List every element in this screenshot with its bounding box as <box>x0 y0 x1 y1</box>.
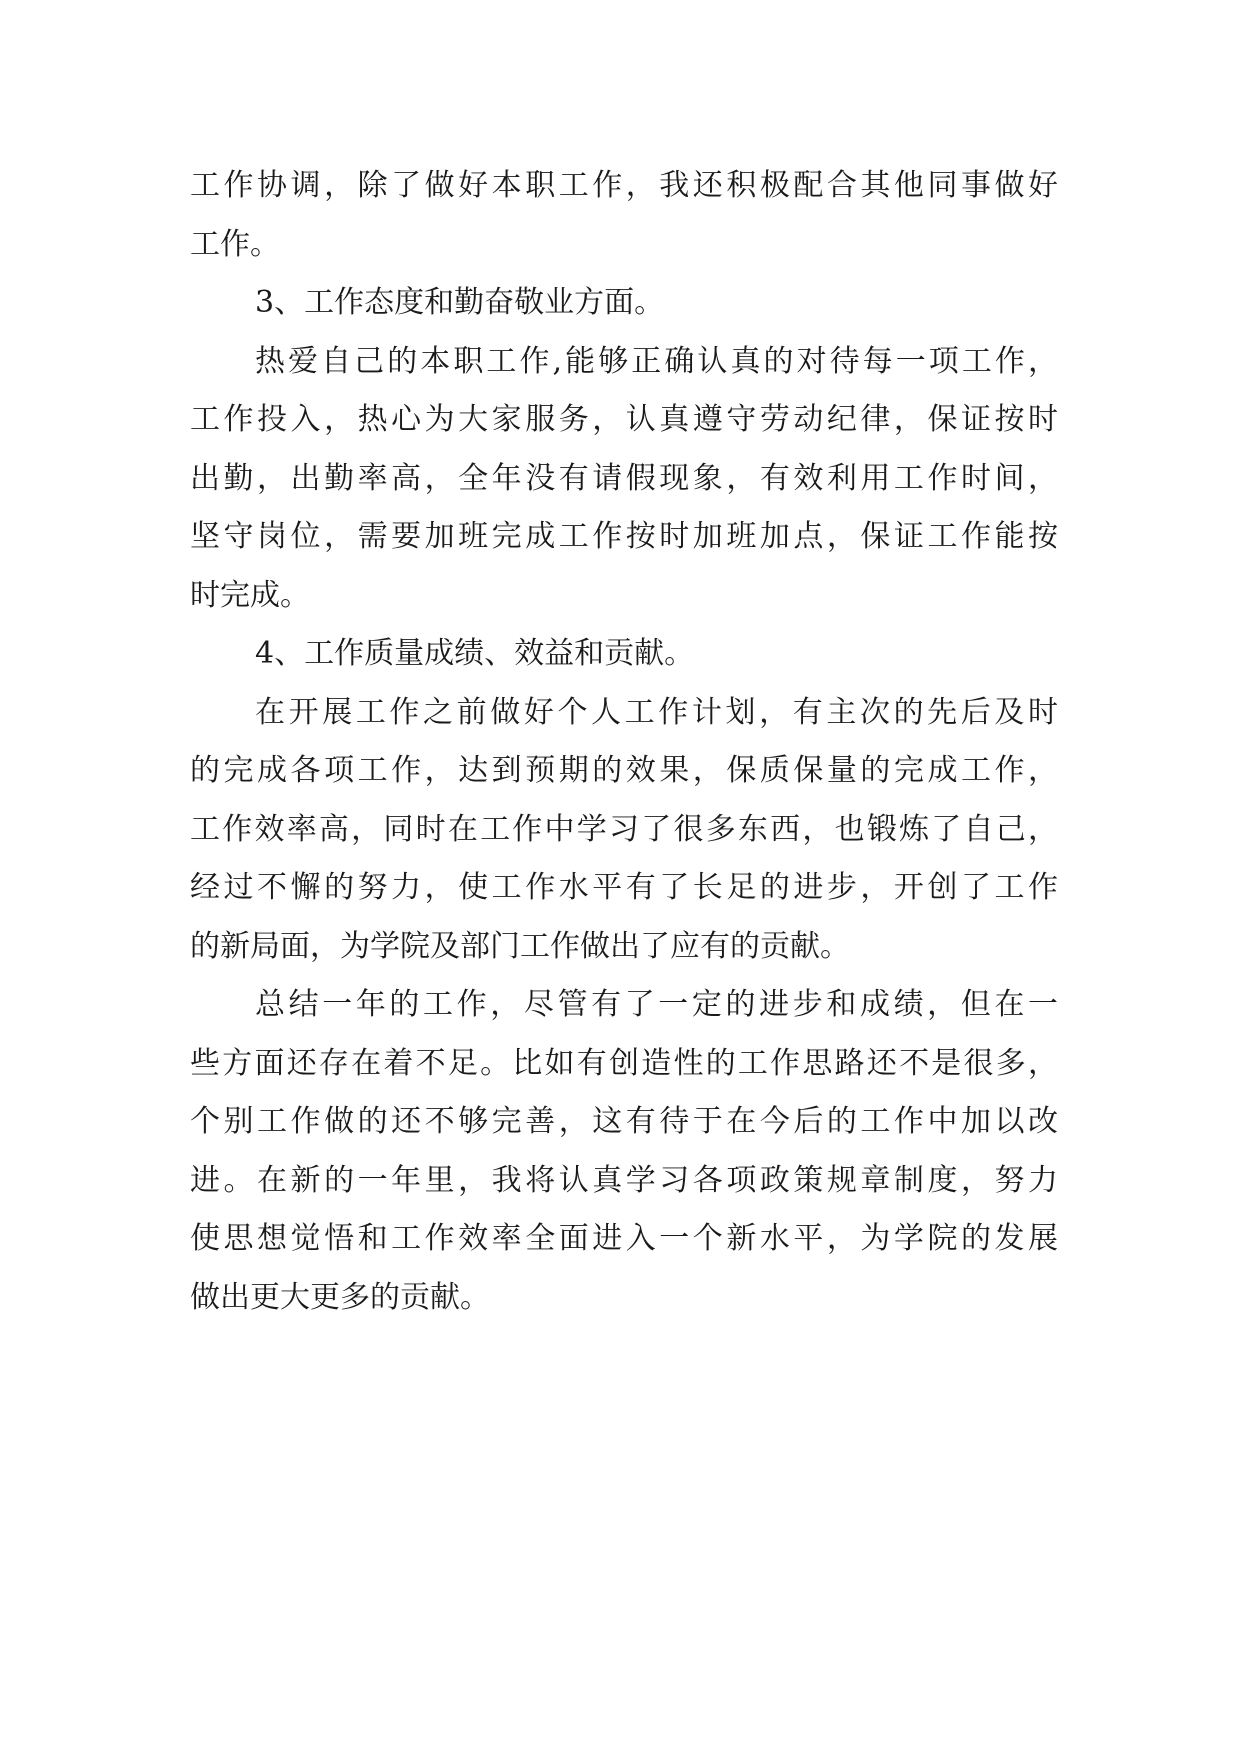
paragraph <box>190 684 1058 977</box>
paragraph-line: 工作效率高，同时在工作中学习了很多东西，也锻炼了自己， <box>190 811 1058 847</box>
paragraph-line: 4、工作质量成绩、效益和贡献。 <box>255 636 695 671</box>
paragraph-line: 工作投入，热心为大家服务，认真遵守劳动纪律，保证按时 <box>190 402 1058 437</box>
paragraph-line: 进。在新的一年里，我将认真学习各项政策规章制度，努力 <box>190 1162 1058 1198</box>
paragraph-line: 个别工作做的还不够完善，这有待于在今后的工作中加以改 <box>190 1104 1058 1139</box>
document-body <box>190 157 1058 1327</box>
paragraph-line: 的完成各项工作，达到预期的效果，保质保量的完成工作， <box>190 753 1058 788</box>
paragraph <box>190 157 1058 274</box>
paragraph-line: 时完成。 <box>190 577 310 613</box>
paragraph-line: 工作协调，除了做好本职工作，我还积极配合其他同事做好 <box>190 168 1058 203</box>
paragraph-line: 3、工作态度和勤奋敬业方面。 <box>255 285 665 320</box>
paragraph <box>190 625 1058 684</box>
paragraph-line: 总结一年的工作，尽管有了一定的进步和成绩，但在一 <box>255 987 1058 1022</box>
paragraph <box>190 976 1058 1327</box>
paragraph-line: 些方面还存在着不足。比如有创造性的工作思路还不是很多， <box>190 1045 1058 1081</box>
paragraph <box>190 333 1058 626</box>
paragraph-line: 出勤，出勤率高，全年没有请假现象，有效利用工作时间， <box>190 460 1058 496</box>
paragraph-line: 使思想觉悟和工作效率全面进入一个新水平，为学院的发展 <box>190 1221 1058 1256</box>
paragraph <box>190 274 1058 333</box>
paragraph-line: 在开展工作之前做好个人工作计划，有主次的先后及时 <box>255 694 1058 730</box>
paragraph-line: 经过不懈的努力，使工作水平有了长足的进步，开创了工作 <box>190 870 1058 905</box>
paragraph-line: 的新局面，为学院及部门工作做出了应有的贡献。 <box>190 928 850 964</box>
paragraph-line: 工作。 <box>190 226 280 262</box>
paragraph-line: 坚守岗位，需要加班完成工作按时加班加点，保证工作能按 <box>190 519 1058 554</box>
paragraph-line: 做出更大更多的贡献。 <box>190 1279 490 1315</box>
paragraph-line: 热爱自己的本职工作,能够正确认真的对待每一项工作， <box>255 343 1058 379</box>
